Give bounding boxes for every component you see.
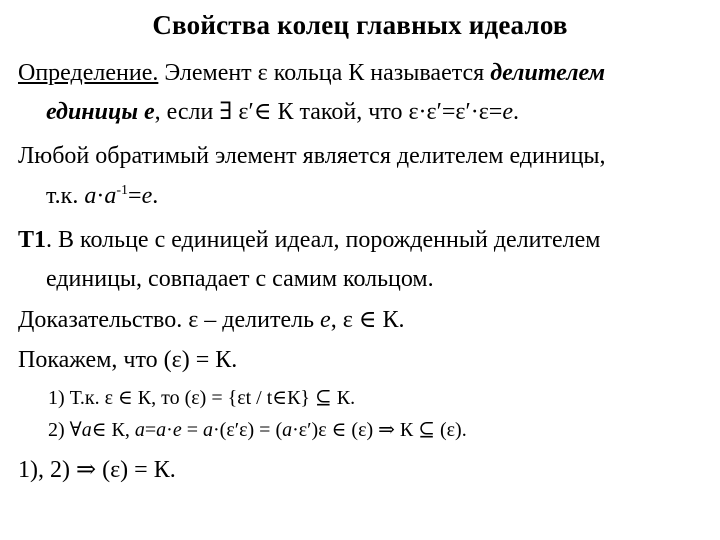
invertible-a2: a bbox=[104, 183, 117, 209]
step2-rest: ·ε′)ε ∈ (ε) ⇒ К ⊆ (ε). bbox=[292, 419, 467, 441]
step2-mid3: ·(ε′ε) = ( bbox=[213, 419, 283, 441]
definition-e: e bbox=[502, 99, 513, 125]
invertible-sup: -1 bbox=[116, 183, 129, 198]
definition-term-2: единицы e bbox=[46, 99, 155, 125]
step2-a3: a bbox=[156, 419, 167, 441]
proof-step-2 bbox=[48, 415, 467, 445]
definition-term: делителем bbox=[490, 60, 606, 86]
definition-line-1 bbox=[18, 58, 605, 88]
invertible-eq: = bbox=[128, 183, 142, 209]
step2-a1: a bbox=[81, 419, 92, 441]
proof-e: e bbox=[320, 307, 331, 333]
proof-suffix: , ε ∈ К. bbox=[330, 307, 405, 333]
step2-a2: a bbox=[134, 419, 145, 441]
theorem-label: T1 bbox=[18, 227, 47, 253]
proof-prefix: Доказательство. ε – делитель bbox=[18, 307, 321, 333]
invertible-dot: · bbox=[96, 183, 105, 209]
invertible-a1: a bbox=[84, 183, 97, 209]
definition-text-2: , если ∃ ε′∈ К такой, что ε·ε′=ε′·ε= bbox=[154, 99, 503, 125]
proof-line-2: Покажем, что (ε) = К. bbox=[18, 347, 238, 373]
step2-eq: = bbox=[144, 419, 157, 441]
theorem-line-1 bbox=[18, 225, 600, 255]
invertible-prefix: т.к. bbox=[46, 183, 85, 209]
step2-mid2: = bbox=[181, 419, 204, 441]
theorem-line-2: единицы, совпадает с самим кольцом. bbox=[46, 266, 434, 292]
theorem-text-1: . В кольце с единицей идеал, порожденный делителем bbox=[46, 227, 601, 253]
definition-end: . bbox=[512, 99, 519, 125]
step2-prefix: 2) ∀ bbox=[48, 419, 82, 441]
step2-a4: a bbox=[203, 419, 214, 441]
proof-line-1 bbox=[18, 305, 405, 335]
step2-e: e bbox=[172, 419, 182, 441]
step2-dot: · bbox=[166, 419, 173, 441]
proof-conclusion: 1), 2) ⇒ (ε) = К. bbox=[18, 457, 176, 483]
step2-a5: a bbox=[282, 419, 293, 441]
invertible-e: e bbox=[141, 183, 153, 209]
proof-step-1: 1) Т.к. ε ∈ К, то (ε) = {εt / t∈К} ⊆ К. bbox=[48, 387, 356, 409]
slide-title: Свойства колец главных идеалов bbox=[152, 10, 568, 40]
invertible-line-1: Любой обратимый элемент является делителем единицы, bbox=[18, 143, 606, 169]
step2-mid1: ∈ К, bbox=[91, 419, 135, 441]
definition-label: Определение. bbox=[18, 60, 159, 86]
definition-line-2 bbox=[46, 97, 519, 127]
invertible-line-2 bbox=[46, 181, 158, 211]
definition-text-1: Элемент ε кольца К называется bbox=[158, 60, 491, 86]
invertible-end: . bbox=[152, 183, 159, 209]
